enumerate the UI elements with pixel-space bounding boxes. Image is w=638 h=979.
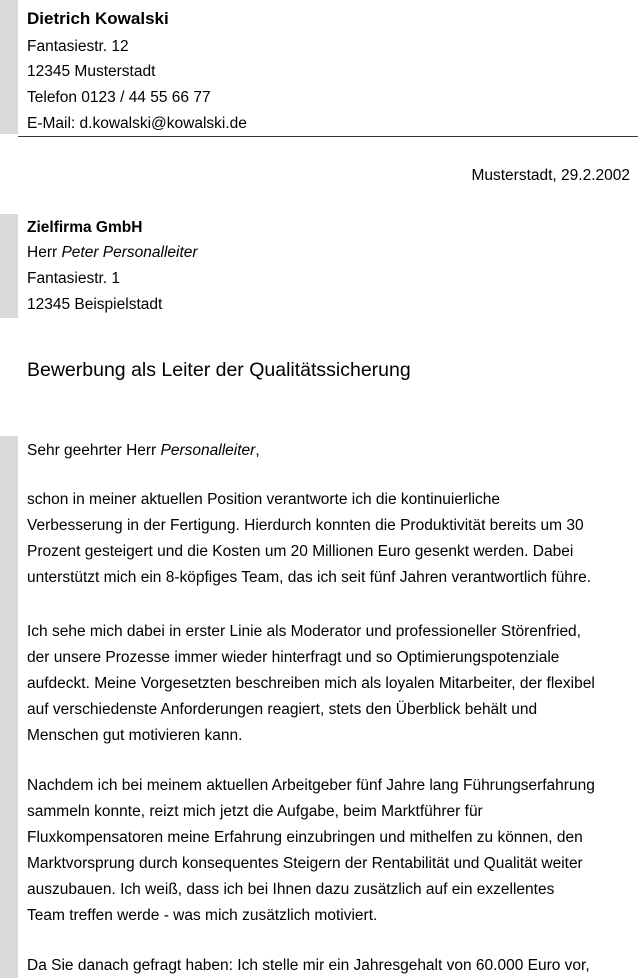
greeting-prefix: Sehr geehrter Herr xyxy=(27,442,161,459)
greeting-name: Personalleiter xyxy=(160,442,256,459)
greeting xyxy=(27,441,260,461)
recipient-company: Zielfirma GmbH xyxy=(27,219,143,236)
sender-city: 12345 Musterstadt xyxy=(27,63,156,80)
recipient-salutation-prefix: Herr xyxy=(27,244,62,261)
body-line: Team treffen werde - was mich zusätzlich motiviert. xyxy=(27,906,378,924)
body-paragraph-1 xyxy=(27,487,631,591)
body-line: Prozent gesteigert und die Kosten um 20 Millionen Euro gesenkt werden. Dabei xyxy=(27,542,574,560)
body-line: Nachdem ich bei meinem aktuellen Arbeitgeber fünf Jahre lang Führungserfahrung xyxy=(27,777,595,794)
body-line: Fluxkompensatoren meine Erfahrung einzubringen und mithelfen zu können, den xyxy=(27,828,583,846)
body-line: schon in meiner aktuellen Position verantworte ich die kontinuierliche xyxy=(27,491,501,508)
sender-name: Dietrich Kowalski xyxy=(27,9,169,28)
body-line: auf verschiedenste Anforderungen reagiert, stets den Überblick behält und xyxy=(27,700,538,718)
body-line: auszubauen. Ich weiß, dass ich bei Ihnen dazu zusätzlich auf ein exzellentes xyxy=(27,880,555,898)
body-paragraph-4 xyxy=(27,953,631,979)
body-line: Da Sie danach gefragt haben: Ich stelle mir ein Jahresgehalt von 60.000 Euro vor, xyxy=(27,957,590,974)
body-line: Marktvorsprung durch konsequentes Steigern der Rentabilität und Qualität weiter xyxy=(27,854,583,872)
recipient-contact-name: Peter Personalleiter xyxy=(61,244,198,261)
recipient-contact xyxy=(27,243,198,263)
header-divider xyxy=(18,136,638,137)
sender-street: Fantasiestr. 12 xyxy=(27,38,129,55)
body-paragraph-3 xyxy=(27,773,631,928)
recipient-city: 12345 Beispielstadt xyxy=(27,296,163,313)
sender-margin-bar xyxy=(0,0,18,134)
subject-line: Bewerbung als Leiter der Qualitätssicherung xyxy=(27,359,411,381)
body-line: unterstützt mich ein 8-köpfiges Team, das ich seit fünf Jahren verantwortlich führe. xyxy=(27,568,592,586)
body-line: Verbesserung in der Fertigung. Hierdurch konnten die Produktivität bereits um 30 xyxy=(27,516,584,534)
body-line: Menschen gut motivieren kann. xyxy=(27,726,243,744)
greeting-suffix: , xyxy=(255,442,260,459)
sender-email: E-Mail: d.kowalski@kowalski.de xyxy=(27,115,247,132)
body-line: aufdeckt. Meine Vorgesetzten beschreiben mich als loyalen Mitarbeiter, der flexibel xyxy=(27,674,595,692)
recipient-margin-bar xyxy=(0,214,18,318)
body-line: sammeln konnte, reizt mich jetzt die Aufgabe, beim Marktführer für xyxy=(27,802,483,820)
body-line: der unsere Prozesse immer wieder hinterfragt und so Optimierungspotenziale xyxy=(27,648,560,666)
recipient-street: Fantasiestr. 1 xyxy=(27,270,121,287)
date-line: Musterstadt, 29.2.2002 xyxy=(471,167,630,184)
body-margin-bar xyxy=(0,436,18,978)
body-paragraph-2 xyxy=(27,619,631,749)
body-line: Ich sehe mich dabei in erster Linie als Moderator und professioneller Störenfried, xyxy=(27,623,581,640)
sender-phone: Telefon 0123 / 44 55 66 77 xyxy=(27,89,211,106)
